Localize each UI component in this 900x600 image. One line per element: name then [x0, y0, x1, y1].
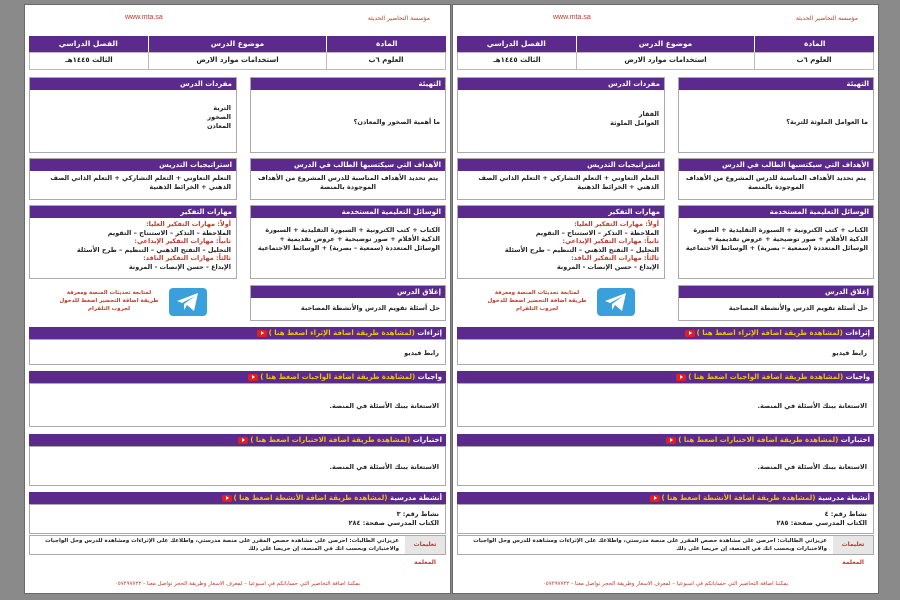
objectives-text: يتم تحديد الأهداف المناسبة للدرس المشروع من الأهداف الموجودة بالمنصة: [685, 174, 867, 191]
vocab-item: المعادن: [206, 122, 231, 130]
col-semester: الفصل الدراسي: [58, 39, 118, 48]
telegram-icon[interactable]: [597, 288, 635, 316]
vocab-item: التربة: [213, 104, 231, 112]
tests-heading: اختبارات (لمشاهدة طريقة اضافة الاختبارات اضغط هنا ): [457, 434, 874, 446]
objectives-text: يتم تحديد الأهداف المناسبة للدرس المشروع من الأهداف الموجودة بالمنصة: [257, 174, 439, 191]
tests-heading: اختبارات (لمشاهدة طريقة اضافة الاختبارات اضغط هنا ): [29, 434, 446, 446]
youtube-icon[interactable]: [685, 330, 695, 337]
strategies-box: [29, 158, 237, 200]
telegram-text[interactable]: لمتابعة تحديثات المنصة ومعرفة طريقة اضافة التحضير اضغط للدخول لجروب التلقرام: [59, 290, 159, 312]
aids-text: الكتاب + كتب الكترونية + السبورة التقليدية + السبورة الذكية الأقلام + صور توضيحية + عروض تقديمية + الوسائل المتعددة (سمعية – بصرية) + الوسائط الاجتماعية: [685, 226, 868, 252]
activity-number: نشاط رقم: ٤: [824, 510, 867, 518]
activities-content: [457, 504, 874, 534]
aids-heading: الوسائل التعليمية المستخدمة: [251, 206, 445, 218]
page-header: [457, 13, 874, 27]
enrich-content: رابط فيديو: [457, 339, 874, 365]
activity-page: الكتاب المدرسي صفحة: ٢٨٤: [348, 519, 439, 527]
activity-page: الكتاب المدرسي صفحة: ٢٨٥: [776, 519, 867, 527]
instructions-text: عزيزاتي الطالبات: احرصن على مشاهدة حصص المقرر على منصة مدرستي، واطلاعك على الإثراءات ومشاهدة للدرس وحل الواجبات والاختبارات وبحسب انك في المنصة، إن حريصا على ذلك: [45, 538, 399, 552]
activities-heading: أنشطة مدرسية (لمشاهدة طريقة اضافة الأنشطة اضغط هنا ): [29, 492, 446, 504]
telegram-text[interactable]: لمتابعة تحديثات المنصة ومعرفة طريقة اضافة التحضير اضغط للدخول لجروب التلقرام: [487, 290, 587, 312]
thinking-h2: ثانياً: مهارات التفكير الإبداعي:: [134, 237, 231, 245]
org-name: مؤسسة التحاضير الحديثة: [367, 15, 430, 22]
vocab-box: [457, 77, 665, 153]
page-header: [29, 13, 446, 27]
warmup-heading: التهيئة: [251, 78, 445, 90]
homework-content: الاستعانة ببنك الأسئلة في المنصة.: [457, 383, 874, 427]
page-footer: بمكننا اضافة التحاضير التي حساباتكم في اسبوعيا – لمعرف الاسعار وطريقة الحجز تواصل معنا - ٠٥٧٢٩٧٧٢٢: [542, 581, 789, 587]
org-name: مؤسسة التحاضير الحديثة: [795, 15, 858, 22]
youtube-icon[interactable]: [257, 330, 267, 337]
objectives-heading: الأهداف التي سيكتسبها الطالب في الدرس: [251, 159, 445, 171]
warmup-box: [250, 77, 446, 153]
thinking-h2: ثانياً: مهارات التفكير الإبداعي:: [562, 237, 659, 245]
thinking-h3: ثالثاً: مهارات التفكير الناقد:: [143, 254, 231, 262]
objectives-box: [250, 158, 446, 200]
youtube-icon[interactable]: [666, 437, 676, 444]
strategies-text: التعلم التعاوني + التعلم التشاركي + التعلم الذاتي الصف الذهني + الخرائط الذهنية: [50, 174, 231, 191]
activities-link[interactable]: (لمشاهدة طريقة اضافة الأنشطة اضغط هنا ): [661, 494, 816, 502]
warmup-heading: التهيئة: [679, 78, 873, 90]
activities-content: [29, 504, 446, 534]
vocab-heading: مفردات الدرس: [458, 78, 664, 90]
topic-value: استخدامات موارد الارض: [148, 53, 326, 69]
info-row: [29, 52, 446, 70]
vocab-item: الصخور: [207, 113, 231, 121]
enrich-heading: إثراءات (لمشاهدة طريقة اضافة الإثراء اضغط هنا ): [29, 327, 446, 339]
thinking-t1: الملاحظة – التذكر – الاستنتاج – التقويم: [535, 228, 659, 237]
thinking-heading: مهارات التفكير: [458, 206, 664, 218]
warmup-text: ما أهمية الصخور والمعادن؟: [353, 118, 440, 126]
telegram-icon[interactable]: [169, 288, 207, 316]
thinking-t2: التحليل – التفتح الذهني – التنظيم – طرح الأسئلة: [504, 245, 659, 254]
vocab-item: العوامل الملوثة: [610, 119, 659, 127]
site-url[interactable]: www.mta.sa: [125, 14, 163, 21]
semester-value: الثالث ١٤٤٥هـ: [493, 56, 541, 64]
thinking-box: [457, 205, 665, 279]
youtube-icon[interactable]: [238, 437, 248, 444]
activities-heading: أنشطة مدرسية (لمشاهدة طريقة اضافة الأنشطة اضغط هنا ): [457, 492, 874, 504]
enrich-link[interactable]: (لمشاهدة طريقة اضافة الإثراء اضغط هنا ): [268, 329, 415, 337]
column-headers: [29, 36, 446, 52]
enrich-link[interactable]: (لمشاهدة طريقة اضافة الإثراء اضغط هنا ): [696, 329, 843, 337]
topic-value: استخدامات موارد الارض: [576, 53, 754, 69]
thinking-t1: الملاحظة – التذكر – الاستنتاج – التقويم: [107, 228, 231, 237]
thinking-h1: أولاً: مهارات التفكير العليا:: [574, 220, 659, 228]
closing-text: حل أسئلة تقويم الدرس والأنشطة المصاحبة: [728, 304, 868, 312]
thinking-heading: مهارات التفكير: [30, 206, 236, 218]
site-url[interactable]: www.mta.sa: [553, 14, 591, 21]
aids-box: [250, 205, 446, 279]
thinking-h1: أولاً: مهارات التفكير العليا:: [146, 220, 231, 228]
document-page-2: [452, 4, 879, 594]
youtube-icon[interactable]: [650, 495, 660, 502]
vocab-box: [29, 77, 237, 153]
aids-heading: الوسائل التعليمية المستخدمة: [679, 206, 873, 218]
activities-link[interactable]: (لمشاهدة طريقة اضافة الأنشطة اضغط هنا ): [233, 494, 388, 502]
youtube-icon[interactable]: [248, 374, 258, 381]
teacher-instructions: [457, 535, 874, 566]
closing-heading: إغلاق الدرس: [251, 286, 445, 298]
subject-value: العلوم ٦ب: [754, 53, 873, 69]
strategies-heading: استراتيجيات التدريس: [458, 159, 664, 171]
page-footer: بمكننا اضافة التحاضير التي حساباتكم في اسبوعيا – لمعرف الاسعار وطريقة الحجز تواصل معنا - ٠٥٧٢٩٧٧٢٢: [114, 581, 361, 587]
vocab-item: الفقار: [638, 110, 659, 118]
strategies-heading: استراتيجيات التدريس: [30, 159, 236, 171]
thinking-t3: الإبداع - حسن الإنصات - المرونة: [128, 262, 231, 271]
homework-content: الاستعانة ببنك الأسئلة في المنصة.: [29, 383, 446, 427]
youtube-icon[interactable]: [676, 374, 686, 381]
warmup-text: ما العوامل الملوثة للتربة؟: [786, 118, 868, 126]
teacher-instructions: [29, 535, 446, 566]
activity-number: نشاط رقم: ٣: [396, 510, 439, 518]
info-row: [457, 52, 874, 70]
closing-box: [250, 285, 446, 321]
objectives-box: [678, 158, 874, 200]
homework-link[interactable]: (لمشاهدة طريقة اضافة الواجبات اضغط هنا ): [688, 373, 844, 381]
document-page-1: [24, 4, 451, 594]
objectives-heading: الأهداف التي سيكتسبها الطالب في الدرس: [679, 159, 873, 171]
subject-value: العلوم ٦ب: [326, 53, 445, 69]
thinking-box: [29, 205, 237, 279]
closing-box: [678, 285, 874, 321]
strategies-box: [457, 158, 665, 200]
col-subject: المادة: [326, 36, 446, 52]
homework-heading: واجبات (لمشاهدة طريقة اضافة الواجبات اضغط هنا ): [457, 371, 874, 383]
instructions-label: تعليمات المعلمة: [833, 536, 873, 554]
thinking-h3: ثالثاً: مهارات التفكير الناقد:: [571, 254, 659, 262]
youtube-icon[interactable]: [222, 495, 232, 502]
col-subject: المادة: [754, 36, 874, 52]
enrich-content: رابط فيديو: [29, 339, 446, 365]
warmup-box: [678, 77, 874, 153]
instructions-label: تعليمات المعلمة: [405, 536, 445, 554]
closing-heading: إغلاق الدرس: [679, 286, 873, 298]
thinking-t2: التحليل – التفتح الذهني – التنظيم – طرح الأسئلة: [76, 245, 231, 254]
vocab-heading: مفردات الدرس: [30, 78, 236, 90]
col-topic: موضوع الدرس: [576, 36, 755, 52]
tests-content: الاستعانة ببنك الأسئلة في المنصة.: [457, 446, 874, 486]
thinking-t3: الإبداع - حسن الإنصات - المرونة: [556, 262, 659, 271]
homework-link[interactable]: (لمشاهدة طريقة اضافة الواجبات اضغط هنا ): [260, 373, 416, 381]
closing-text: حل أسئلة تقويم الدرس والأنشطة المصاحبة: [300, 304, 440, 312]
instructions-text: عزيزاتي الطالبات: احرصن على مشاهدة حصص المقرر على منصة مدرستي، واطلاعك على الإثراءات ومشاهدة للدرس وحل الواجبات والاختبارات وبحسب انك في المنصة، إن حريصا على ذلك: [473, 538, 827, 552]
strategies-text: التعلم التعاوني + التعلم التشاركي + التعلم الذاتي الصف الذهني + الخرائط الذهنية: [478, 174, 659, 191]
enrich-heading: إثراءات (لمشاهدة طريقة اضافة الإثراء اضغط هنا ): [457, 327, 874, 339]
tests-link[interactable]: (لمشاهدة طريقة اضافة الاختبارات اضغط هنا ): [678, 436, 839, 444]
tests-link[interactable]: (لمشاهدة طريقة اضافة الاختبارات اضغط هنا ): [250, 436, 411, 444]
aids-text: الكتاب + كتب الكترونية + السبورة التقليدية + السبورة الذكية الأقلام + صور توضيحية + عروض تقديمية + الوسائل المتعددة (سمعية – بصرية) + الوسائط الاجتماعية: [257, 226, 440, 252]
aids-box: [678, 205, 874, 279]
tests-content: الاستعانة ببنك الأسئلة في المنصة.: [29, 446, 446, 486]
col-semester: الفصل الدراسي: [486, 39, 546, 48]
homework-heading: واجبات (لمشاهدة طريقة اضافة الواجبات اضغط هنا ): [29, 371, 446, 383]
col-topic: موضوع الدرس: [148, 36, 327, 52]
semester-value: الثالث ١٤٤٥هـ: [65, 56, 113, 64]
column-headers: [457, 36, 874, 52]
